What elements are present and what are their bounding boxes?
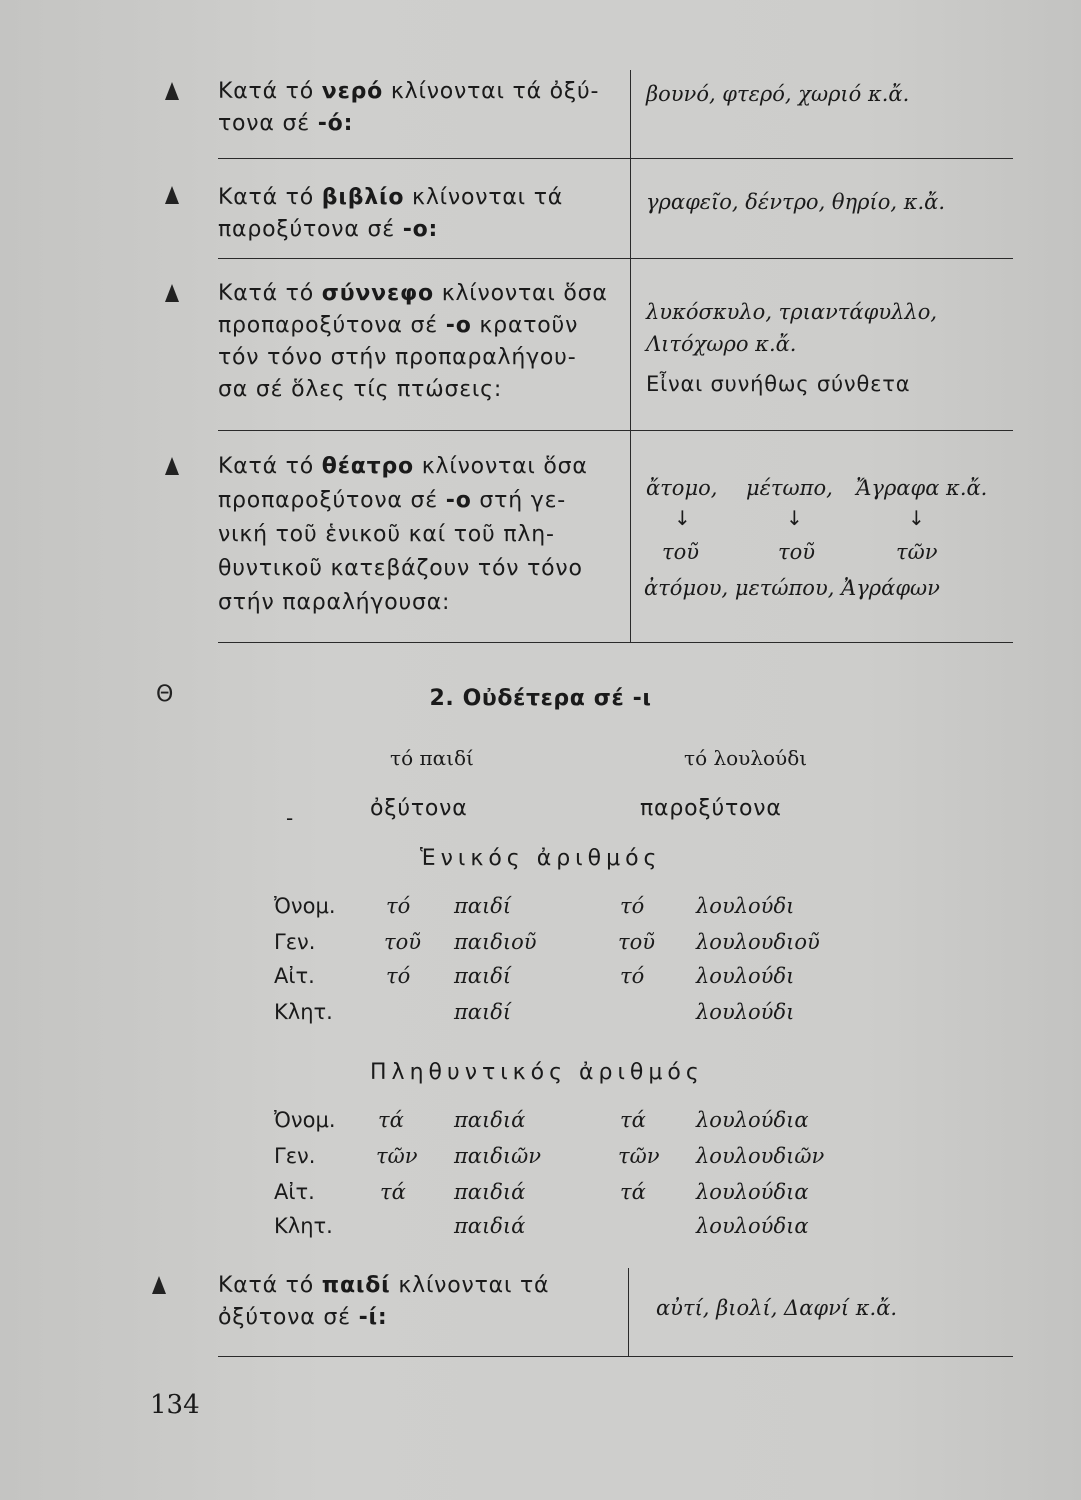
form: λουλούδι <box>696 964 795 988</box>
form: παιδί <box>454 964 512 988</box>
keyword: νερό <box>321 79 384 104</box>
down-arrow-icon: ↓ <box>674 506 691 530</box>
form: λουλούδια <box>696 1214 809 1238</box>
note-compound: Εἶναι συνήθως σύνθετα <box>646 372 911 396</box>
row-divider <box>218 258 1013 259</box>
case-label: Κλητ. <box>274 1000 333 1024</box>
example-metopo: μέτωπο, <box>746 476 833 500</box>
triangle-marker-icon <box>165 186 179 204</box>
article: τῶν <box>376 1144 418 1168</box>
dash-mark: - <box>286 806 294 830</box>
form: παιδιοῦ <box>454 930 537 954</box>
triangle-marker-icon <box>165 457 179 475</box>
examples-vivlio: γραφεῖο, δέντρο, θηρίο, κ.ἄ. <box>646 190 946 214</box>
article: τά <box>620 1108 646 1132</box>
case-label: Κλητ. <box>274 1214 333 1238</box>
form: παιδί <box>454 894 512 918</box>
case-label: Αἰτ. <box>274 1180 315 1204</box>
case-label: Ὀνομ. <box>274 1108 336 1132</box>
article: τό <box>620 894 645 918</box>
case-label: Γεν. <box>274 930 316 954</box>
case-label: Ὀνομ. <box>274 894 336 918</box>
article: τό <box>620 964 645 988</box>
row-divider <box>218 430 1013 431</box>
form: λουλουδιῶν <box>696 1144 825 1168</box>
examples-synnefo: λυκόσκυλο, τριαντάφυλλο, Λιτόχωρο κ.ἄ. <box>646 300 938 356</box>
article: τά <box>620 1180 646 1204</box>
form: παιδιά <box>454 1180 526 1204</box>
rule-text-neuter-nero: Κατά τό νερό κλίνονται τά ὀξύ- τονα σέ -ό: <box>218 79 600 136</box>
column-header-paidi: τό παιδί <box>390 746 474 770</box>
form: παιδιῶν <box>454 1144 541 1168</box>
triangle-marker-icon <box>165 82 179 100</box>
column-divider <box>630 70 631 642</box>
article-tou: τοῦ <box>778 540 816 564</box>
form: παιδί <box>454 1000 512 1024</box>
article: τῶν <box>618 1144 660 1168</box>
form: λουλουδιοῦ <box>696 930 820 954</box>
rule-text-neuter-vivlio: Κατά τό βιβλίο κλίνονται τά παροξύτονα σέ -ο: <box>218 185 564 242</box>
row-divider <box>218 158 1013 159</box>
example-atomo: ἄτομο, <box>646 476 718 500</box>
form: λουλούδια <box>696 1180 809 1204</box>
section-heading: 2. Οὐδέτερα σέ -ι <box>429 686 652 711</box>
article: τοῦ <box>618 930 656 954</box>
example-agrafa: Ἄγραφα κ.ἄ. <box>856 476 988 500</box>
theta-symbol-icon: Θ <box>156 682 174 707</box>
rule-text-neuter-theatro: Κατά τό θέατρο κλίνονται ὅσα προπαροξύτονα σέ -ο στή γε- νική τοῦ ἑνικοῦ καί τοῦ πλη- θυντικοῦ κατεβάζουν τόν τόνο στήν παραλήγουσα: <box>218 454 588 615</box>
type-oxytone: ὀξύτονα <box>370 796 468 821</box>
singular-title: Ἑνικός ἀριθμός <box>420 846 662 871</box>
plural-title: Πληθυντικός ἀριθμός <box>370 1060 704 1085</box>
page-number: 134 <box>150 1390 200 1420</box>
examples-genitive-forms: ἀτόμου, μετώπου, Ἀγράφων <box>644 576 940 600</box>
triangle-marker-icon <box>165 284 179 302</box>
column-divider <box>628 1268 629 1356</box>
case-label: Αἰτ. <box>274 964 315 988</box>
row-divider <box>218 1356 1013 1357</box>
rule-text-neuter-synnefo: Κατά τό σύννεφο κλίνονται ὅσα προπαροξύτονα σέ -ο κρατοῦν τόν τόνο στήν προπαραλήγου- σα σέ ὅλες τίς πτώσεις: <box>218 281 608 402</box>
article-ton: τῶν <box>896 540 938 564</box>
article: τοῦ <box>384 930 422 954</box>
article: τά <box>378 1108 404 1132</box>
article: τό <box>386 964 411 988</box>
row-divider <box>218 642 1013 643</box>
form: παιδιά <box>454 1214 526 1238</box>
form: λουλούδι <box>696 1000 795 1024</box>
form: λουλούδι <box>696 894 795 918</box>
examples-paidi: αὐτί, βιολί, Δαφνί κ.ἄ. <box>656 1296 898 1320</box>
case-label: Γεν. <box>274 1144 316 1168</box>
form: παιδιά <box>454 1108 526 1132</box>
type-paroxytone: παροξύτονα <box>640 796 782 821</box>
rule-text-neuter-paidi: Κατά τό παιδί κλίνονται τά ὀξύτονα σέ -ί: <box>218 1273 550 1330</box>
article: τά <box>380 1180 406 1204</box>
form: λουλούδια <box>696 1108 809 1132</box>
article-tou: τοῦ <box>662 540 700 564</box>
down-arrow-icon: ↓ <box>908 506 925 530</box>
column-header-louloudi: τό λουλούδι <box>684 746 808 770</box>
triangle-marker-icon <box>152 1276 166 1294</box>
down-arrow-icon: ↓ <box>786 506 803 530</box>
article: τό <box>386 894 411 918</box>
examples-nero: βουνό, φτερό, χωριό κ.ἄ. <box>646 82 910 106</box>
